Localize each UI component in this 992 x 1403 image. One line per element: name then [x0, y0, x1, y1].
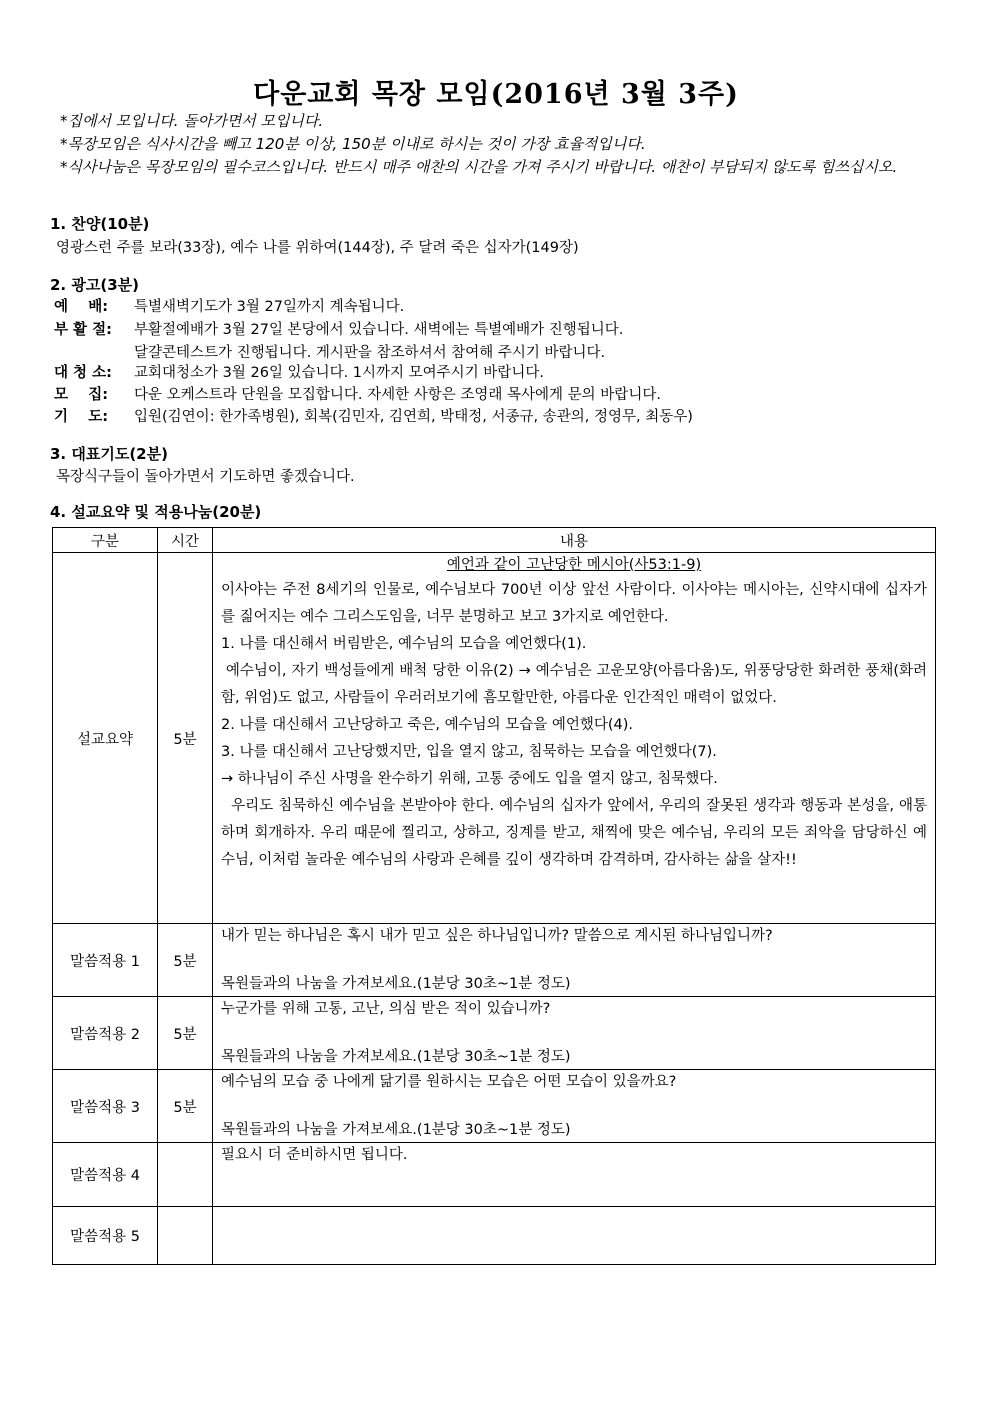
row-label: 말씀적용 4 — [53, 1143, 158, 1207]
ad-label: 기 도: — [54, 409, 109, 425]
note-line: *집에서 모입니다. 돌아가면서 모입니다. — [60, 112, 324, 130]
application-question: 누군가를 위해 고통, 고난, 의심 받은 적이 있습니까? — [221, 1001, 551, 1017]
application-cell — [213, 924, 936, 997]
row-time: 5분 — [158, 924, 213, 997]
ad-item — [54, 295, 404, 316]
application-note: 목원들과의 나눔을 가져보세요.(1분당 30초~1분 정도) — [221, 1049, 571, 1065]
table-header-row — [53, 528, 936, 553]
ad-text: 다운 오케스트라 단원을 모집합니다. 자세한 사항은 조영래 목사에게 문의 바랍니다. — [134, 387, 661, 403]
ad-text: 부활절예배가 3월 27일 본당에서 있습니다. 새벽에는 특별예배가 진행됩니다. — [134, 322, 624, 338]
application-question: 필요시 더 준비하시면 됩니다. — [221, 1147, 408, 1163]
column-header: 시간 — [158, 528, 213, 553]
row-time: 5분 — [158, 997, 213, 1070]
column-header: 내용 — [213, 528, 936, 553]
summary-paragraph: 3. 나를 대신해서 고난당했지만, 입을 열지 않고, 침묵하는 모습을 예언했다(7). — [221, 744, 717, 760]
summary-paragraph: 우리도 침묵하신 예수님을 본받아야 한다. 예수님의 십자가 앞에서, 우리의 잘못된 생각과 행동과 본성을, 애통하며 회개하자. 우리 때문에 찔리고, 상하고, 징계를 받고, 채찍에 맞은 예수님, 우리의 모든 죄악을 담당하신 예수님, 이처럼 놀라운 예수님의 사랑과 은혜를 깊이 생각하며 감격하며, 감사하는 삶을 살자!! — [221, 798, 927, 868]
sermon-subtitle: 예언과 같이 고난당한 메시아(사53:1-9) — [446, 557, 702, 573]
sermon-summary-cell — [213, 553, 936, 924]
table-row — [53, 924, 936, 997]
ad-label: 부 활 절: — [54, 322, 112, 338]
row-label: 말씀적용 1 — [53, 924, 158, 997]
ad-label: 대 청 소: — [54, 365, 112, 381]
application-note: 목원들과의 나눔을 가져보세요.(1분당 30초~1분 정도) — [221, 1122, 571, 1138]
ad-item — [54, 383, 661, 404]
prayer-text: 목장식구들이 돌아가면서 기도하면 좋겠습니다. — [56, 469, 355, 485]
table-row — [53, 997, 936, 1070]
application-cell — [213, 1143, 936, 1207]
ad-text: 입원(김연이: 한가족병원), 회복(김민자, 김연희, 박태정, 서종규, 송관의, 정영무, 최동우) — [134, 409, 693, 425]
note-line: *목장모임은 식사시간을 빼고 120분 이상, 150분 이내로 하시는 것이 가장 효율적입니다. — [60, 135, 646, 153]
application-cell — [213, 997, 936, 1070]
row-label: 말씀적용 3 — [53, 1070, 158, 1143]
ad-item — [54, 361, 544, 382]
row-time — [158, 1207, 213, 1265]
ad-text-continued: 달걀콘테스트가 진행됩니다. 게시판을 참조하셔서 참여해 주시기 바랍니다. — [134, 345, 606, 361]
notes-block — [52, 110, 942, 179]
ad-text: 특별새벽기도가 3월 27일까지 계속됩니다. — [134, 299, 405, 315]
ad-label: 모 집: — [54, 387, 109, 403]
row-time — [158, 1143, 213, 1207]
application-cell — [213, 1207, 936, 1265]
table-row — [53, 1070, 936, 1143]
ad-text: 교회대청소가 3월 26일 있습니다. 1시까지 모여주시기 바랍니다. — [134, 365, 544, 381]
note-line: *식사나눔은 목장모임의 필수코스입니다. 반드시 매주 애찬의 시간을 가져 주시기 바랍니다. 애찬이 부담되지 않도록 힘쓰십시오. — [60, 158, 898, 176]
ad-item — [54, 405, 693, 426]
row-label: 말씀적용 5 — [53, 1207, 158, 1265]
section-heading-sermon: 4. 설교요약 및 적용나눔(20분) — [50, 503, 262, 521]
section-heading-praise: 1. 찬양(10분) — [50, 215, 150, 233]
sermon-table — [52, 527, 936, 1265]
application-question: 내가 믿는 하나님은 혹시 내가 믿고 싶은 하나님입니까? 말씀으로 계시된 하나님입니까? — [221, 928, 773, 944]
column-header: 구분 — [53, 528, 158, 553]
row-time: 5분 — [158, 1070, 213, 1143]
section-heading-prayer: 3. 대표기도(2분) — [50, 445, 168, 463]
application-note: 목원들과의 나눔을 가져보세요.(1분당 30초~1분 정도) — [221, 976, 571, 992]
application-question: 예수님의 모습 중 나에게 닮기를 원하시는 모습은 어떤 모습이 있을까요? — [221, 1074, 677, 1090]
summary-paragraph: 2. 나를 대신해서 고난당하고 죽은, 예수님의 모습을 예언했다(4). — [221, 717, 634, 733]
table-row — [53, 1207, 936, 1265]
section-heading-ads: 2. 광고(3분) — [50, 276, 139, 294]
summary-paragraph: → 하나님이 주신 사명을 완수하기 위해, 고통 중에도 입을 열지 않고, 침묵했다. — [221, 771, 718, 787]
application-cell — [213, 1070, 936, 1143]
row-time: 5분 — [158, 553, 213, 924]
table-row — [53, 1143, 936, 1207]
summary-paragraph: 이사야는 주전 8세기의 인물로, 예수님보다 700년 이상 앞선 사람이다. 이사야는 메시아는, 신약시대에 십자가를 짊어지는 예수 그리스도임을, 너무 분명하고 보고 3가지로 예언한다. — [221, 582, 927, 625]
table-row — [53, 553, 936, 924]
summary-paragraph: 1. 나를 대신해서 버림받은, 예수님의 모습을 예언했다(1). — [221, 636, 587, 652]
row-label: 설교요약 — [53, 553, 158, 924]
ad-label: 예 배: — [54, 299, 109, 315]
row-label: 말씀적용 2 — [53, 997, 158, 1070]
ad-item — [54, 318, 623, 339]
page-title: 다운교회 목장 모임(2016년 3월 3주) — [253, 79, 739, 110]
praise-text: 영광스런 주를 보라(33장), 예수 나를 위하여(144장), 주 달려 죽은 십자가(149장) — [56, 240, 579, 256]
summary-paragraph: 예수님이, 자기 백성들에게 배척 당한 이유(2) → 예수님은 고운모양(아름다움)도, 위풍당당한 화려한 풍채(화려함, 위엄)도 없고, 사람들이 우러러보기에 흠모할만한, 아름다운 인간적인 매력이 없었다. — [221, 663, 927, 706]
